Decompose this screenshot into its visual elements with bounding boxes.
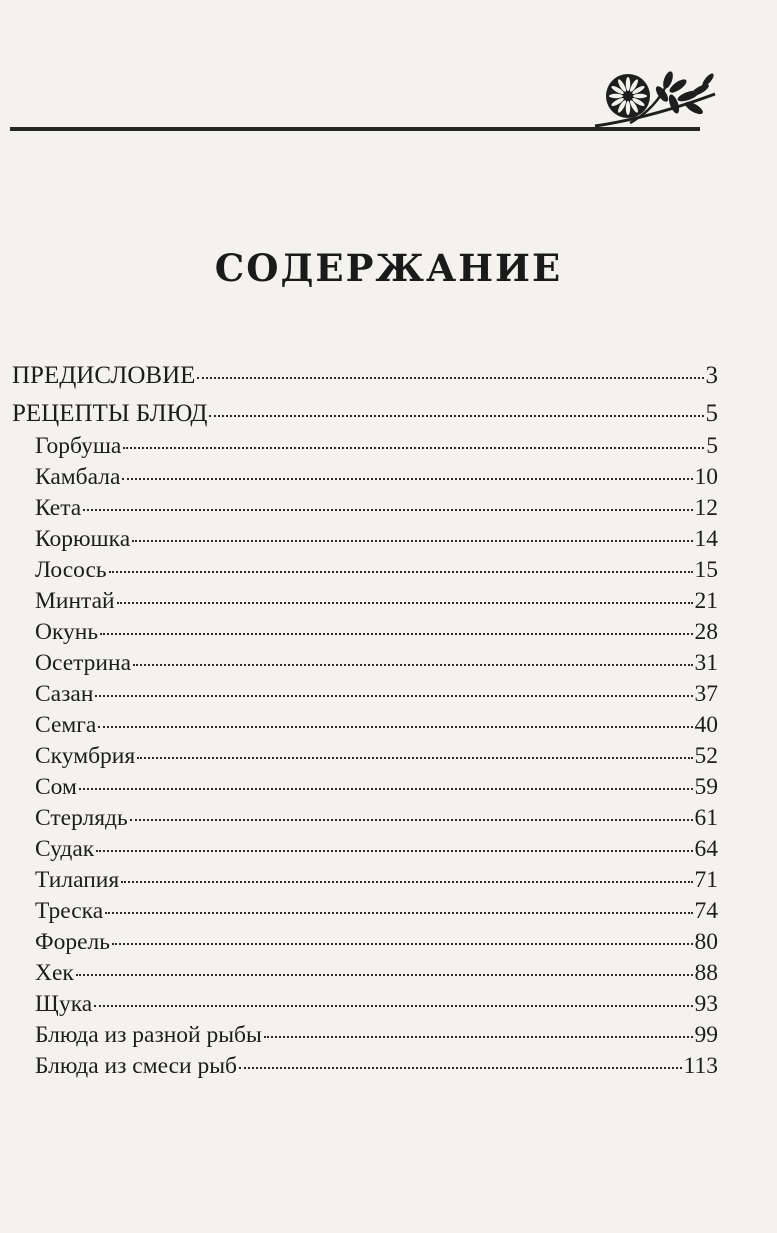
toc-entry-label: Форель xyxy=(35,929,110,955)
page-title: СОДЕРЖАНИЕ xyxy=(214,246,563,290)
toc-section-recipes xyxy=(12,400,718,428)
toc-page-number: 93 xyxy=(694,991,718,1017)
toc-entry-label: Щука xyxy=(35,991,93,1017)
dot-leader xyxy=(132,540,692,542)
toc-entry xyxy=(35,1022,718,1049)
toc-entry-label: Кета xyxy=(35,495,82,521)
dot-leader xyxy=(95,695,692,697)
toc-page-number: 74 xyxy=(694,898,718,924)
toc-entry-label: Стерлядь xyxy=(35,805,128,831)
header-rule xyxy=(10,127,700,131)
toc-entry xyxy=(35,898,718,925)
toc-page-number: 71 xyxy=(694,867,718,893)
flower-and-wheat-ornament-icon xyxy=(590,66,720,136)
toc-entry xyxy=(35,805,718,832)
toc-entry-label: Скумбрия xyxy=(35,743,136,769)
dot-leader xyxy=(83,509,692,511)
toc-page-number: 21 xyxy=(694,588,718,614)
toc-page-number: 59 xyxy=(694,774,718,800)
toc-entry xyxy=(35,650,718,677)
toc-entry-label: Сазан xyxy=(35,681,94,707)
toc-page-number: 61 xyxy=(694,805,718,831)
toc-entry xyxy=(35,929,718,956)
toc-entry-label: Треска xyxy=(35,898,104,924)
toc-page-number: 12 xyxy=(694,495,718,521)
toc-entry-label: Лосось xyxy=(35,557,107,583)
toc-entry xyxy=(35,1053,718,1080)
toc-entry-label: Блюда из смеси рыб xyxy=(35,1053,237,1079)
toc-page-number: 10 xyxy=(694,464,718,490)
toc-page-number: 14 xyxy=(694,526,718,552)
toc-entry xyxy=(35,619,718,646)
toc-entry-label: Тилапия xyxy=(35,867,120,893)
toc-entry xyxy=(35,526,718,553)
toc-entry-label: Блюда из разной рыбы xyxy=(35,1022,262,1048)
dot-leader xyxy=(109,571,693,573)
dot-leader xyxy=(239,1067,682,1069)
dot-leader xyxy=(76,974,693,976)
toc-page-number: 52 xyxy=(694,743,718,769)
toc-entry-label: Хек xyxy=(35,960,74,986)
toc-page-number: 64 xyxy=(694,836,718,862)
dot-leader xyxy=(123,447,704,449)
toc-page-number: 3 xyxy=(705,362,718,389)
toc-entry xyxy=(35,433,718,460)
toc-section-label: ПРЕДИСЛОВИЕ xyxy=(12,362,196,389)
dot-leader xyxy=(209,415,703,417)
toc-entry-label: Осетрина xyxy=(35,650,132,676)
dot-leader xyxy=(137,757,692,759)
dot-leader xyxy=(197,377,703,379)
toc-entry-label: Судак xyxy=(35,836,95,862)
toc-entry xyxy=(35,743,718,770)
toc-section-preface xyxy=(12,362,718,390)
toc-entry xyxy=(35,836,718,863)
dot-leader xyxy=(133,664,692,666)
toc-entry-label: Минтай xyxy=(35,588,115,614)
toc-page-number: 37 xyxy=(694,681,718,707)
dot-leader xyxy=(94,1005,692,1007)
dot-leader xyxy=(130,819,693,821)
toc-entry xyxy=(35,991,718,1018)
dot-leader xyxy=(100,633,692,635)
toc-page-number: 113 xyxy=(683,1053,718,1079)
toc-page-number: 5 xyxy=(706,433,718,459)
toc-page-number: 80 xyxy=(694,929,718,955)
toc-entry xyxy=(35,867,718,894)
toc-entry-label: Окунь xyxy=(35,619,99,645)
toc-entry xyxy=(35,495,718,522)
dot-leader xyxy=(96,850,692,852)
dot-leader xyxy=(117,602,693,604)
toc-page-number: 31 xyxy=(694,650,718,676)
dot-leader xyxy=(98,726,692,728)
toc-entry-label: Семга xyxy=(35,712,97,738)
dot-leader xyxy=(79,788,693,790)
dot-leader xyxy=(264,1036,693,1038)
toc-page-number: 5 xyxy=(705,400,718,427)
toc-entry-label: Сом xyxy=(35,774,77,800)
dot-leader xyxy=(112,943,693,945)
toc-entry xyxy=(35,681,718,708)
toc-page-number: 99 xyxy=(694,1022,718,1048)
toc-entry xyxy=(35,557,718,584)
toc-entry xyxy=(35,774,718,801)
toc-page-number: 28 xyxy=(694,619,718,645)
toc-entry-label: Камбала xyxy=(35,464,121,490)
toc-entry xyxy=(35,712,718,739)
toc-page-number: 15 xyxy=(694,557,718,583)
dot-leader xyxy=(121,881,692,883)
dot-leader xyxy=(122,478,692,480)
toc-entry xyxy=(35,960,718,987)
toc-section-label: РЕЦЕПТЫ БЛЮД xyxy=(12,400,208,427)
toc-page-number: 40 xyxy=(694,712,718,738)
toc-entry-label: Горбуша xyxy=(35,433,122,459)
toc-entry xyxy=(35,588,718,615)
toc-entry-label: Корюшка xyxy=(35,526,131,552)
toc-page-number: 88 xyxy=(694,960,718,986)
toc-entry xyxy=(35,464,718,491)
dot-leader xyxy=(105,912,692,914)
